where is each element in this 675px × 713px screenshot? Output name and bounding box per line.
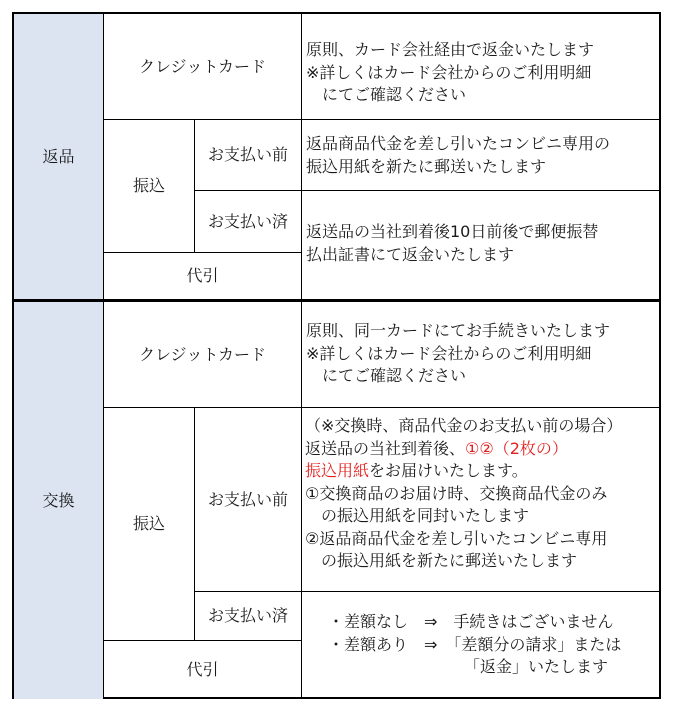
returns-shared-line-1: 返送品の当社到着後10日前後で郵便振替 [306,222,599,241]
exchange-shared-line-1: ・差額なし ⇒ 手続きはございません [328,612,614,631]
exchange-credit-line-3: にてご確認ください [306,366,467,385]
returns-transfer-method: 振込 [132,176,165,195]
returns-before-line-1: 返品商品代金を差し引いたコンビニ専用の [306,134,611,153]
exchange-transfer-before: お支払い前 [207,489,288,509]
divider [103,119,659,120]
category-returns [14,14,103,299]
exchange-transfer-before-desc [302,408,659,591]
exchange-shared-line-2: ・差額あり ⇒ 「差額分の請求」または [328,634,622,654]
divider [194,119,195,252]
category-exchange-label: 交換 [42,490,75,510]
exchange-transfer-after: お支払い済 [207,606,288,625]
divider [194,190,659,191]
exchange-credit-method: クレジットカード [138,344,267,364]
returns-credit-line-3: にてご確認ください [306,85,467,104]
exchange-before-form-count: ①②（2枚の） [465,438,568,458]
exchange-before-line-3: 振込用紙をお届けいたします。 [305,461,528,480]
returns-credit-desc [302,14,659,119]
divider [301,14,302,699]
divider [194,407,195,640]
returns-before-line-2: 振込用紙を新たに郵送いたします [306,156,547,176]
divider [103,640,301,641]
section-divider [14,299,659,302]
returns-transfer-before: お支払い前 [207,145,288,164]
category-returns-label: 返品 [42,146,75,166]
exchange-before-line-7: の振込用紙を新たに郵送いたします [305,551,578,570]
returns-credit-line-2: ※詳しくはカード会社からのご利用明細 [306,62,592,82]
exchange-before-line-2: 返送品の当社到着後、①②（2枚の） [305,438,568,458]
returns-cod-method: 代引 [186,266,219,285]
category-exchange [14,302,103,699]
divider [103,407,659,408]
exchange-before-line-1: （※交換時、商品代金のお支払い前の場合） [305,416,623,435]
exchange-before-line-6: ②返品商品代金を差し引いたコンビニ専用 [305,528,608,548]
exchange-cod-method: 代引 [186,660,219,679]
exchange-before-line-5: の振込用紙を同封いたします [305,506,530,525]
divider [103,14,104,699]
divider [103,252,301,253]
exchange-shared-line-3: 「返金」いたします [328,657,609,676]
exchange-before-line-4: ①交換商品のお届け時、交換商品代金のみ [305,483,608,503]
exchange-credit-line-1: 原則、同一カードにてお手続きいたします [306,321,611,340]
return-exchange-table [12,12,661,699]
returns-credit-line-1: 原則、カード会社経由で返金いたします [306,40,595,59]
returns-shared-line-2: 払出証書にて返金いたします [306,244,515,264]
exchange-shared-desc [302,592,659,699]
divider [194,591,659,592]
returns-transfer-after: お支払い済 [207,211,288,231]
returns-credit-method: クレジットカード [138,56,267,76]
exchange-transfer-method: 振込 [132,514,165,533]
returns-transfer-before-desc [302,120,659,190]
exchange-credit-desc [302,302,659,407]
exchange-before-transfer-form: 振込用紙 [305,461,370,480]
returns-shared-desc [302,191,659,299]
exchange-credit-line-2: ※詳しくはカード会社からのご利用明細 [306,343,592,363]
